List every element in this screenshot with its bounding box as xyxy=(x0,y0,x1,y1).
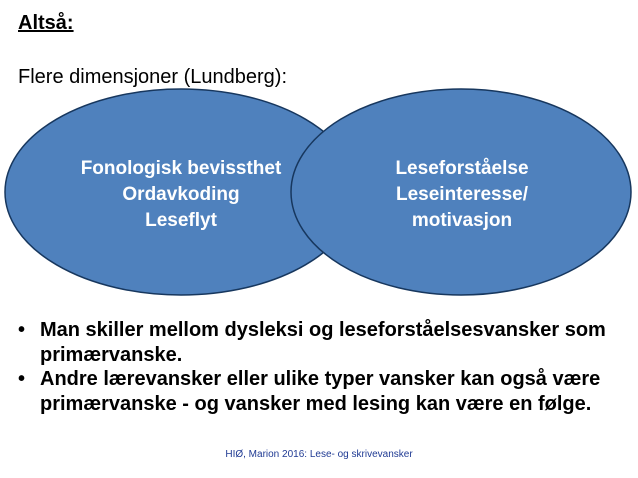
bullet-text: Man skiller mellom dysleksi og leseforståelsesvansker som primærvanske. xyxy=(40,319,606,366)
slide-heading: Altså: xyxy=(18,12,74,34)
right-ellipse-line-3: motivasjon xyxy=(411,210,513,231)
slide-subtitle: Flere dimensjoner (Lundberg): xyxy=(18,66,288,88)
bullet-marker: • xyxy=(18,319,26,341)
left-ellipse-line-1: Fonologisk bevissthet xyxy=(80,158,282,179)
slide-footer: HIØ, Marion 2016: Lese- og skrivevansker xyxy=(225,449,413,460)
right-ellipse-line-1: Leseforståelse xyxy=(395,158,529,179)
bullet-text: Andre lærevansker eller ulike typer vansker kan også være primærvanske - og vansker med lesing kan være en følge. xyxy=(40,368,601,415)
bullet-item xyxy=(18,318,628,367)
bullet-item xyxy=(18,367,628,416)
bullet-marker: • xyxy=(18,368,26,390)
left-ellipse-line-3: Leseflyt xyxy=(145,210,217,231)
bullet-list xyxy=(18,318,628,416)
left-ellipse-line-2: Ordavkoding xyxy=(122,184,240,205)
right-ellipse-line-2: Leseinteresse/ xyxy=(395,184,529,205)
